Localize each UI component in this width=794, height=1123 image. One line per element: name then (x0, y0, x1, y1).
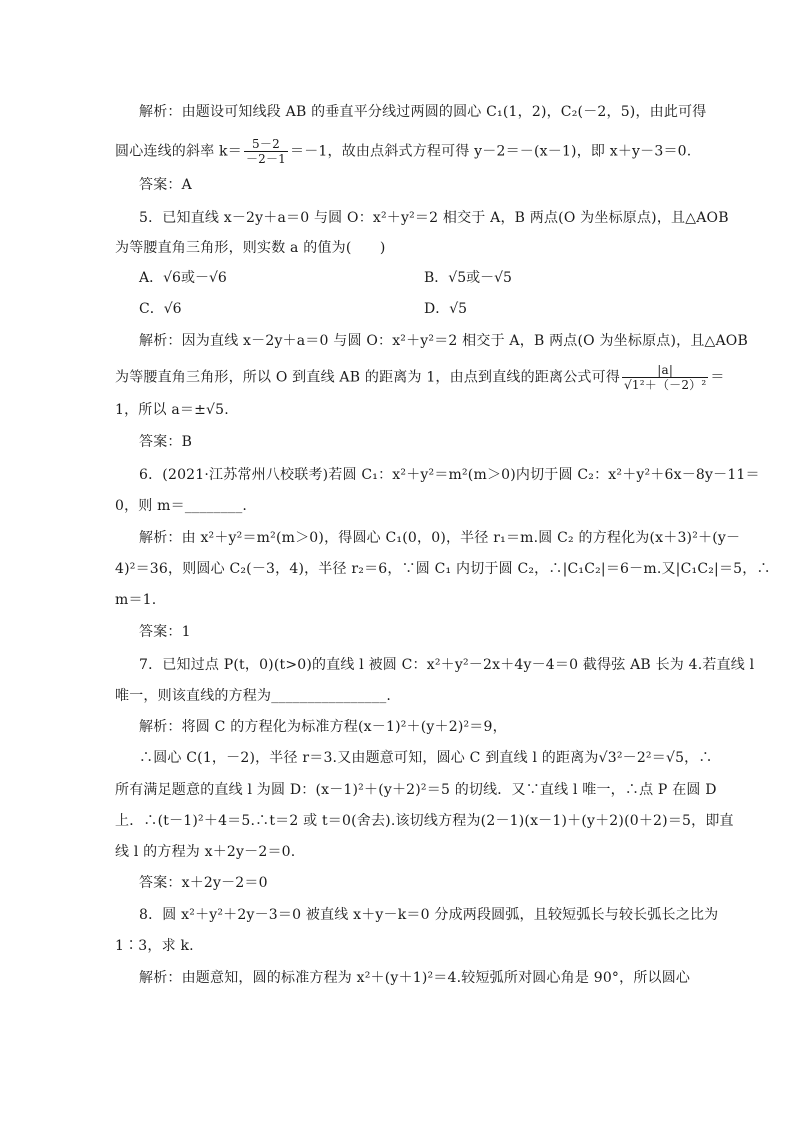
solution-line: ∴圆心 C(1，－2)，半径 r＝3.又由题意可知，圆心 C 到直线 l 的距离为√3²－2²＝√5，∴ (139, 750, 713, 766)
fraction-numerator: 5－2 (244, 137, 288, 152)
question-5-line: 为等腰直角三角形，则实数 a 的值为( ) (115, 240, 386, 256)
answer-line: 答案：x＋2y－2＝0 (139, 875, 268, 891)
text-segment: ＝ (710, 369, 725, 386)
answer-line: 答案：1 (139, 624, 191, 640)
solution-line: 所有满足题意的直线 l 为圆 D：(x－1)²＋(y＋2)²＝5 的切线．又∵直线 l 唯一，∴点 P 在圆 D (115, 782, 717, 798)
text-segment: 圆心连线的斜率 k＝ (115, 143, 242, 160)
solution-line: 解析：将圆 C 的方程化为标准方程(x－1)²＋(y＋2)²＝9， (139, 719, 507, 735)
fraction-denominator: －2－1 (245, 152, 287, 166)
question-8-line: 1∶3，求 k. (115, 938, 194, 954)
solution-line: 1，所以 a＝±√5. (115, 402, 229, 418)
solution-line: 解析：由题设可知线段 AB 的垂直平分线过两圆的圆心 C₁(1，2)，C₂(－2，5)，由此可得 (139, 104, 707, 120)
question-6-line: 0，则 m＝________. (115, 498, 248, 514)
question-8-line: 8．圆 x²＋y²＋2y－3＝0 被直线 x＋y－k＝0 分成两段圆弧，且较短弧长与较长弧长之比为 (139, 907, 719, 923)
solution-line: 解析：由 x²＋y²＝m²(m＞0)，得圆心 C₁(0，0)，半径 r₁＝m.圆 C₂ 的方程化为(x＋3)²＋(y－ (139, 530, 741, 546)
solution-line-with-fraction (115, 137, 692, 166)
fraction-numerator: |a| (622, 363, 708, 378)
distance-fraction (622, 363, 708, 392)
option-b: B．√5或－√5 (424, 270, 512, 286)
solution-line: 上．∴(t－1)²＋4＝5.∴t＝2 或 t＝0(舍去).该切线方程为(2－1)(x－1)＋(y＋2)(0＋2)＝5，即直 (115, 813, 734, 829)
slope-fraction (244, 137, 288, 166)
fraction-denominator: √1²＋（－2）² (624, 378, 707, 392)
answer-line: 答案：A (139, 177, 192, 193)
question-7-line: 7．已知过点 P(t，0)(t>0)的直线 l 被圆 C：x²＋y²－2x＋4y－4＝0 截得弦 AB 长为 4.若直线 l (139, 657, 755, 673)
solution-line: 4)²＝36，则圆心 C₂(－3，4)，半径 r₂＝6，∵圆 C₁ 内切于圆 C₂，∴|C₁C₂|＝6－m.又|C₁C₂|＝5，∴ (115, 561, 771, 577)
text-segment: ＝－1，故由点斜式方程可得 y－2＝－(x－1)，即 x＋y－3＝0. (290, 143, 692, 160)
option-c: C．√6 (139, 301, 182, 317)
question-7-line: 唯一，则该直线的方程为________________. (115, 688, 392, 704)
solution-line: 解析：由题意知，圆的标准方程为 x²＋(y＋1)²＝4.较短弧所对圆心角是 90°，所以圆心 (139, 970, 691, 986)
solution-line: 解析：因为直线 x－2y＋a＝0 与圆 O：x²＋y²＝2 相交于 A，B 两点(O 为坐标原点)，且△AOB (139, 333, 748, 349)
solution-line: 线 l 的方程为 x＋2y－2＝0. (115, 844, 296, 860)
solution-line-with-fraction (115, 363, 725, 392)
option-d: D．√5 (424, 301, 468, 317)
answer-line: 答案：B (139, 434, 193, 450)
text-segment: 为等腰直角三角形，所以 O 到直线 AB 的距离为 1，由点到直线的距离公式可得 (115, 369, 621, 386)
question-5-line: 5．已知直线 x－2y＋a＝0 与圆 O：x²＋y²＝2 相交于 A，B 两点(O 为坐标原点)，且△AOB (139, 210, 729, 226)
solution-line: m＝1. (115, 592, 157, 608)
question-6-line: 6．(2021·江苏常州八校联考)若圆 C₁：x²＋y²＝m²(m＞0)内切于圆 C₂：x²＋y²＋6x－8y－11＝ (139, 467, 760, 483)
option-a: A．√6或－√6 (139, 270, 227, 286)
